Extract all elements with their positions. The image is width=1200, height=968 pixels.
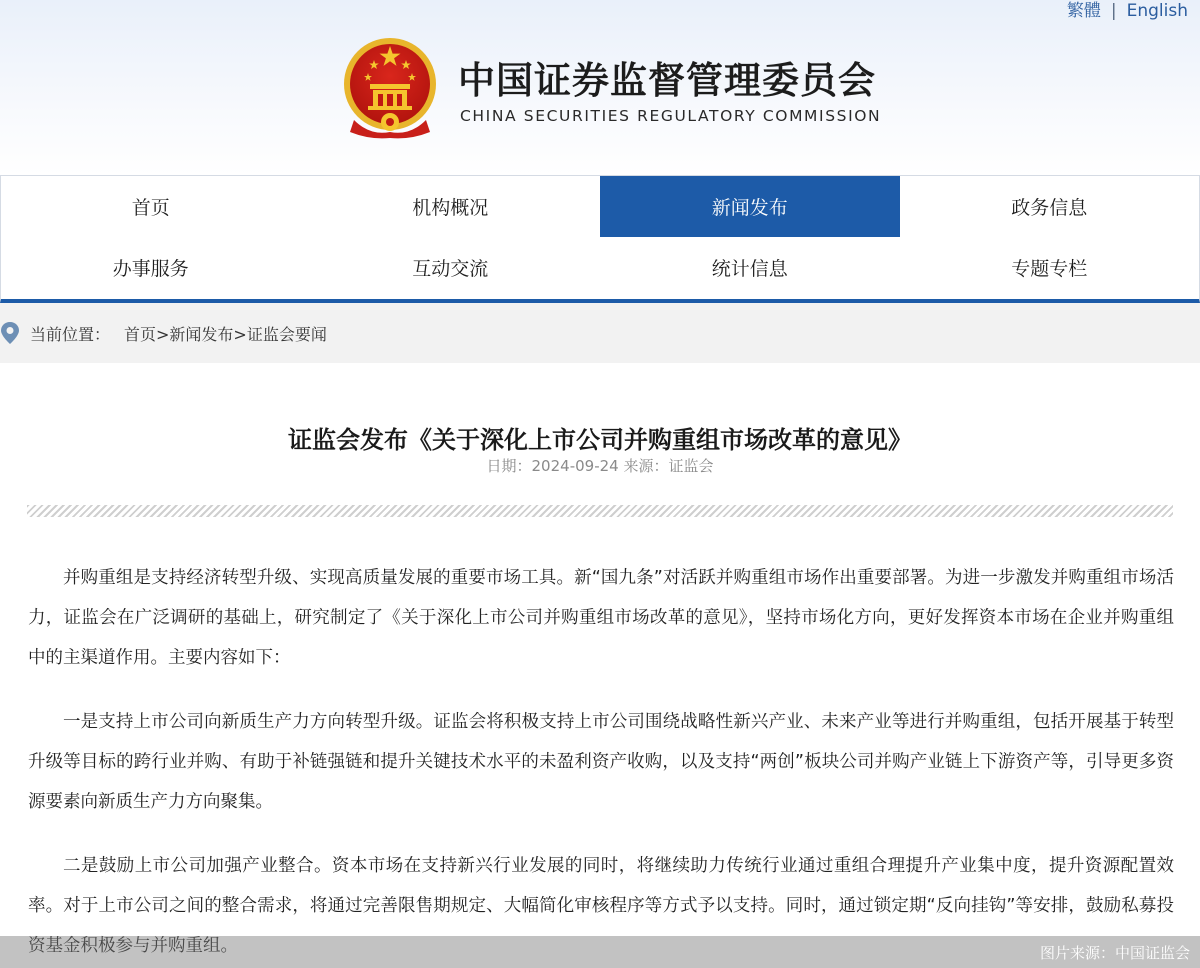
english-link[interactable]: English — [1126, 1, 1188, 21]
nav-item-interaction[interactable]: 互动交流 — [412, 258, 489, 280]
image-source-caption — [0, 936, 1200, 968]
site-title-chinese: 中国证券监督管理委员会 — [458, 59, 876, 102]
nav-item-statistics[interactable]: 统计信息 — [711, 258, 788, 280]
hatched-divider — [27, 505, 1173, 517]
article-paragraph: 二是鼓励上市公司加强产业整合。资本市场在支持新兴行业发展的同时，将继续助力传统行业通过重组合理提升产业集中度，提升资源配置效率。对于上市公司之间的整合需求，将通过完善限售期规定、大幅简化审核程序等方式予以支持。同时，通过锁定期“反向挂钩”等安排，鼓励私募投资基金积极参与并购重组。 — [28, 856, 1174, 956]
national-emblem-icon[interactable] — [340, 36, 440, 140]
nav-item-news[interactable]: 新闻发布 — [600, 176, 900, 237]
nav-item-services[interactable]: 办事服务 — [112, 258, 189, 280]
caption-text: 图片来源：中国证监会 — [1039, 944, 1190, 962]
site-title-english: CHINA SECURITIES REGULATORY COMMISSION — [460, 107, 882, 125]
nav-item-home[interactable]: 首页 — [131, 197, 170, 219]
main-navigation — [0, 175, 1200, 303]
breadcrumb-label: 当前位置： — [30, 324, 111, 344]
nav-item-government-info[interactable]: 政务信息 — [1011, 197, 1088, 219]
nav-item-special-topics[interactable]: 专题专栏 — [1011, 258, 1088, 280]
article-paragraph: 一是支持上市公司向新质生产力方向转型升级。证监会将积极支持上市公司围绕战略性新兴产业、未来产业等进行并购重组，包括开展基于转型升级等目标的跨行业并购、有助于补链强链和提升关键技术水平的未盈利资产收购，以及支持“两创”板块公司并购产业链上下游资产等，引导更多资源要素向新质生产力方向聚集。 — [28, 712, 1174, 812]
language-switcher — [1067, 0, 1188, 22]
article-paragraph: 并购重组是支持经济转型升级、实现高质量发展的重要市场工具。新“国九条”对活跃并购重组市场作出重要部署。为进一步激发并购重组市场活力，证监会在广泛调研的基础上，研究制定了《关于深化上市公司并购重组市场改革的意见》，坚持市场化方向，更好发挥资本市场在企业并购重组中的主渠道作用。主要内容如下： — [28, 568, 1174, 668]
nav-row-1 — [1, 176, 1199, 237]
article-body — [28, 558, 1174, 968]
breadcrumb — [0, 303, 1200, 363]
nav-item-organization[interactable]: 机构概况 — [412, 197, 489, 219]
article-meta: 日期：2024-09-24 来源：证监会 — [486, 457, 714, 475]
traditional-chinese-link[interactable]: 繁體 — [1066, 1, 1101, 21]
article-title: 证监会发布《关于深化上市公司并购重组市场改革的意见》 — [288, 426, 912, 454]
location-pin-icon — [0, 321, 20, 345]
language-separator: | — [1110, 1, 1117, 21]
site-header — [0, 0, 1200, 175]
breadcrumb-path[interactable]: 首页>新闻发布>证监会要闻 — [124, 324, 327, 344]
nav-row-2 — [1, 237, 1199, 298]
